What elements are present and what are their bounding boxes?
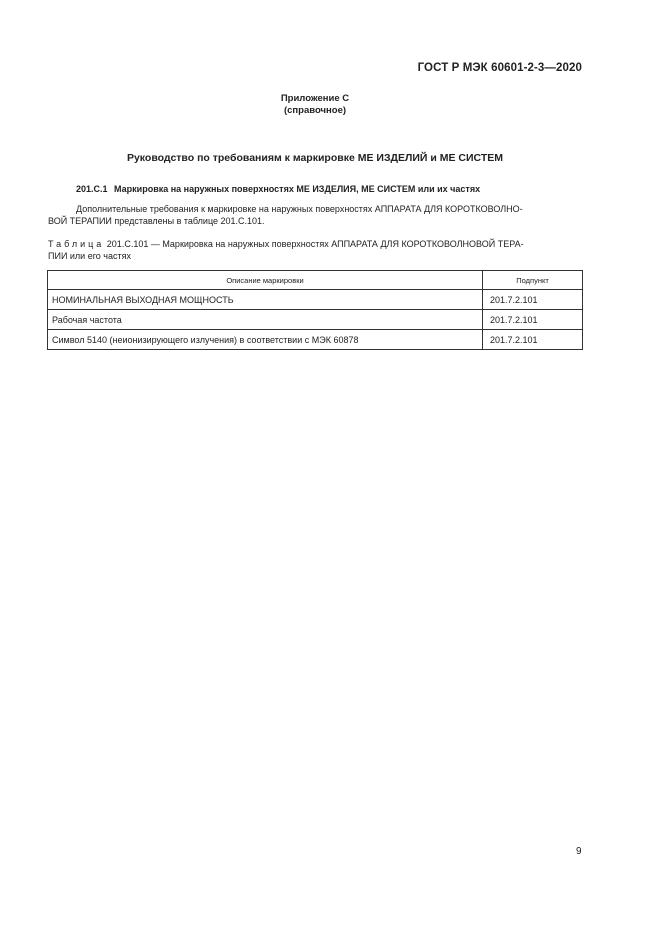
table-row: [48, 290, 583, 310]
header-subclause: Подпункт: [483, 271, 583, 290]
row-description: Рабочая частота: [48, 310, 483, 330]
section-title: Маркировка на наружных поверхностях МЕ ИЗДЕЛИЯ, МЕ СИСТЕМ или их частях: [114, 184, 481, 194]
row-subclause: 201.7.2.101: [483, 290, 583, 310]
row-description: НОМИНАЛЬНАЯ ВЫХОДНАЯ МОЩНОСТЬ: [48, 290, 483, 310]
row-description: Символ 5140 (неионизирующего излучения) в соответствии с МЭК 60878: [48, 330, 483, 350]
table-row: [48, 330, 583, 350]
table-caption-label: Таблица: [48, 239, 105, 249]
annex-heading: [0, 93, 630, 117]
section-heading: [76, 184, 480, 194]
paragraph-line-1: Дополнительные требования к маркировке на наружных поверхностях АППАРАТА ДЛЯ КОРОТКОВОЛНО-: [76, 204, 523, 214]
section-number: 201.С.1: [76, 184, 108, 194]
page-number: 9: [576, 846, 582, 857]
table-caption-line-2: ПИИ или его частях: [48, 251, 131, 261]
table-header-row: [48, 271, 583, 290]
header-description: Описание маркировки: [48, 271, 483, 290]
row-subclause: 201.7.2.101: [483, 310, 583, 330]
annex-title: Приложение С: [280, 93, 350, 104]
table-caption: [48, 238, 582, 262]
table-row: [48, 310, 583, 330]
row-subclause: 201.7.2.101: [483, 330, 583, 350]
main-title: Руководство по требованиям к маркировке МЕ ИЗДЕЛИЙ и МЕ СИСТЕМ: [126, 152, 504, 164]
document-code: ГОСТ Р МЭК 60601-2-3—2020: [417, 62, 582, 74]
table-caption-line-1: 201.С.101 — Маркировка на наружных поверхностях АППАРАТА ДЛЯ КОРОТКОВОЛНОВОЙ ТЕРА-: [104, 239, 524, 249]
paragraph-line-2: ВОЙ ТЕРАПИИ представлены в таблице 201.С.101.: [48, 216, 265, 226]
section-paragraph: [48, 203, 582, 227]
annex-subtitle: (справочное): [283, 105, 347, 116]
marking-table: [47, 270, 583, 350]
